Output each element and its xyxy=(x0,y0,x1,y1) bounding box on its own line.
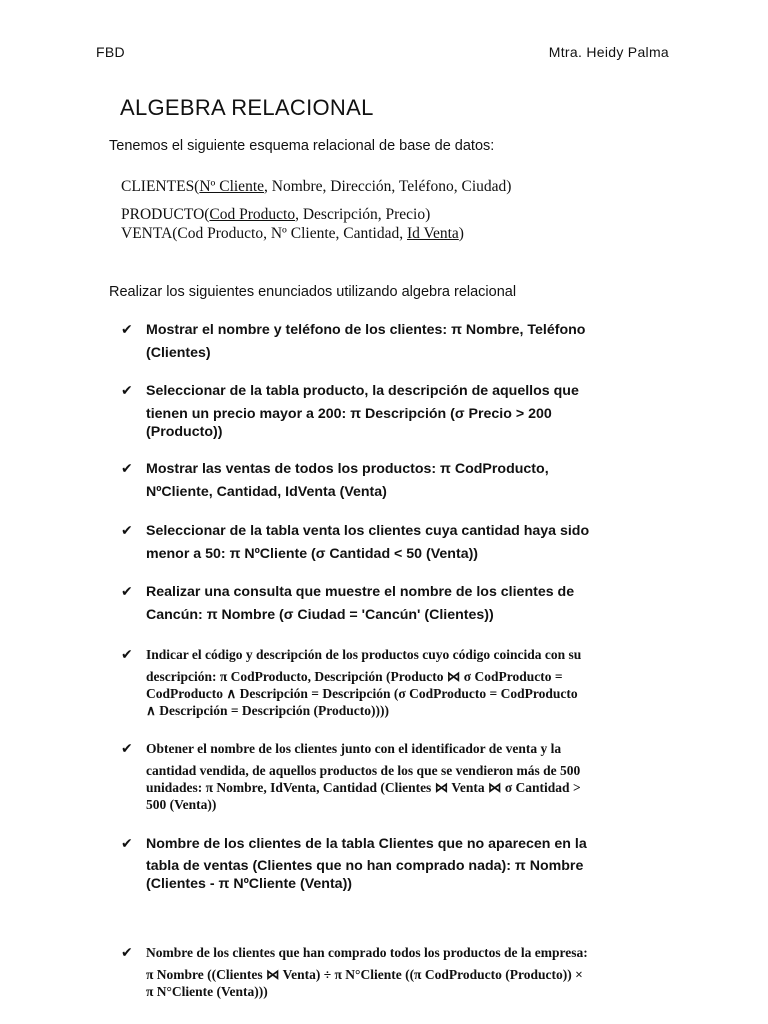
instructions-text: Realizar los siguientes enunciados utilizando algebra relacional xyxy=(109,284,517,300)
item-line: Seleccionar de la tabla venta los clientes cuya cantidad haya sido xyxy=(146,523,590,539)
schema-producto-name: PRODUCTO( xyxy=(121,206,210,223)
item-text xyxy=(146,741,661,813)
item-text xyxy=(146,836,651,892)
header-right: Mtra. Heidy Palma xyxy=(548,44,669,60)
item-line: π N°Cliente (Venta))) xyxy=(146,984,268,999)
item-line: Nombre de los clientes de la tabla Clientes que no aparecen en la xyxy=(146,836,587,852)
checkmark-icon: ✔ xyxy=(121,945,133,961)
item-text xyxy=(146,945,661,1000)
item-line: Cancún: π Nombre (σ Ciudad = 'Cancún' (Clientes)) xyxy=(146,607,494,623)
item-line: cantidad vendida, de aquellos productos de los que se vendieron más de 500 xyxy=(146,763,581,778)
item-line: tabla de ventas (Clientes que no han comprado nada): π Nombre xyxy=(146,858,584,874)
checkmark-icon: ✔ xyxy=(121,836,133,852)
item-line: (Clientes - π NºCliente (Venta)) xyxy=(146,876,353,892)
item-text xyxy=(146,647,661,719)
schema-clientes-rest: , Nombre, Dirección, Teléfono, Ciudad) xyxy=(264,178,512,195)
item-line: Mostrar el nombre y teléfono de los clientes: π Nombre, Teléfono xyxy=(146,322,586,338)
item-line: Realizar una consulta que muestre el nombre de los clientes de xyxy=(146,584,575,600)
item-line: Indicar el código y descripción de los productos cuyo código coincida con su xyxy=(146,647,582,662)
item-line: (Producto)) xyxy=(146,424,223,440)
schema-venta-rest: ) xyxy=(458,225,464,242)
checkmark-icon: ✔ xyxy=(121,741,133,757)
checkmark-icon: ✔ xyxy=(121,383,133,399)
item-text xyxy=(146,523,651,562)
schema-producto-rest: , Descripción, Precio) xyxy=(295,206,431,223)
item-text xyxy=(146,322,651,361)
item-line: (Clientes) xyxy=(146,345,211,361)
item-line: tienen un precio mayor a 200: π Descripción (σ Precio > 200 xyxy=(146,406,552,422)
header-left: FBD xyxy=(96,44,125,60)
item-line: Seleccionar de la tabla producto, la descripción de aquellos que xyxy=(146,383,579,399)
schema-producto xyxy=(121,206,430,224)
item-text xyxy=(146,584,651,623)
schema-venta-key: Id Venta xyxy=(406,225,459,242)
page-title: ALGEBRA RELACIONAL xyxy=(120,95,374,120)
item-line: Obtener el nombre de los clientes junto con el identificador de venta y la xyxy=(146,741,562,756)
schema-producto-key: Cod Producto xyxy=(209,206,296,223)
schema-clientes xyxy=(121,178,511,196)
item-line: 500 (Venta)) xyxy=(146,797,217,812)
item-line: CodProducto ∧ Descripción = Descripción (σ CodProducto = CodProducto xyxy=(146,686,578,701)
item-line: Nombre de los clientes que han comprado todos los productos de la empresa: xyxy=(146,945,588,960)
item-text xyxy=(146,461,651,500)
item-text xyxy=(146,383,651,440)
intro-text: Tenemos el siguiente esquema relacional de base de datos: xyxy=(109,138,495,154)
item-line: menor a 50: π NºCliente (σ Cantidad < 50 (Venta)) xyxy=(146,546,479,562)
item-line: unidades: π Nombre, IdVenta, Cantidad (Clientes ⋈ Venta ⋈ σ Cantidad > xyxy=(146,780,581,795)
schema-clientes-key: Nº Cliente xyxy=(199,178,265,195)
item-line: π Nombre ((Clientes ⋈ Venta) ÷ π N°Cliente ((π CodProducto (Producto)) × xyxy=(146,967,583,982)
schema-venta-name: VENTA(Cod Producto, Nº Cliente, Cantidad, xyxy=(121,225,407,242)
item-line: NºCliente, Cantidad, IdVenta (Venta) xyxy=(146,484,387,500)
item-line: Mostrar las ventas de todos los productos: π CodProducto, xyxy=(146,461,549,477)
checkmark-icon: ✔ xyxy=(121,647,133,663)
item-line: ∧ Descripción = Descripción (Producto)))) xyxy=(146,703,390,718)
checkmark-icon: ✔ xyxy=(121,584,133,600)
checkmark-icon: ✔ xyxy=(121,523,133,539)
item-line: descripción: π CodProducto, Descripción (Producto ⋈ σ CodProducto = xyxy=(146,669,563,684)
checkmark-icon: ✔ xyxy=(121,322,133,338)
checkmark-icon: ✔ xyxy=(121,461,133,477)
schema-clientes-name: CLIENTES( xyxy=(121,178,200,195)
schema-venta xyxy=(121,225,464,243)
